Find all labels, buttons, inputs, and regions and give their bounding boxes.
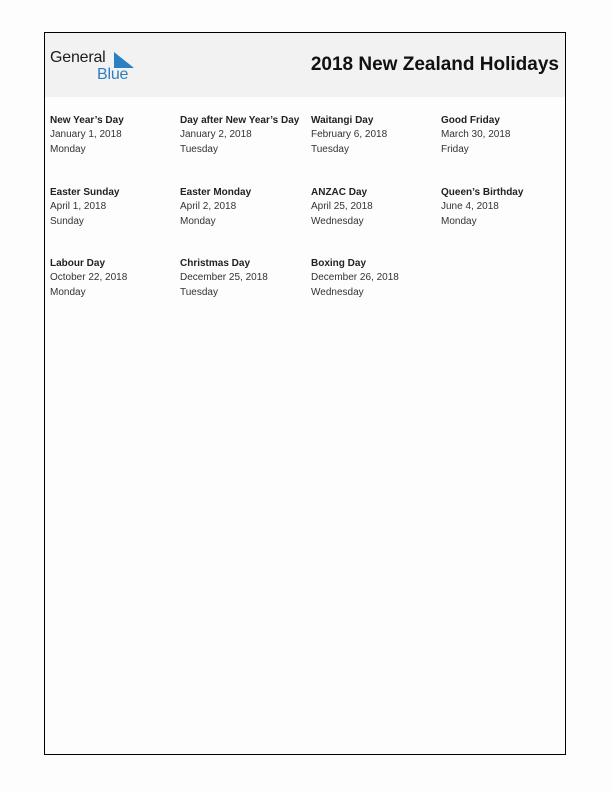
holiday-weekday: Monday — [441, 215, 477, 227]
holiday-weekday: Tuesday — [180, 286, 218, 298]
holiday-item — [180, 186, 308, 229]
holiday-weekday: Wednesday — [311, 286, 364, 298]
holiday-name: Good Friday — [441, 115, 500, 126]
holiday-name: Waitangi Day — [311, 115, 374, 126]
holiday-date: March 30, 2018 — [441, 129, 511, 140]
holiday-date: February 6, 2018 — [311, 129, 388, 140]
holiday-weekday: Monday — [50, 143, 86, 155]
holiday-weekday: Tuesday — [180, 143, 218, 155]
holiday-item — [311, 114, 439, 157]
holiday-item — [50, 257, 178, 300]
holiday-weekday: Tuesday — [311, 143, 349, 155]
holiday-weekday: Friday — [441, 143, 469, 155]
holiday-weekday: Wednesday — [311, 215, 364, 227]
holiday-weekday: Sunday — [50, 215, 84, 227]
holiday-item — [441, 114, 569, 157]
page-title: 2018 New Zealand Holidays — [310, 54, 559, 75]
holiday-name: Boxing Day — [311, 258, 367, 269]
holiday-item — [311, 186, 439, 229]
holiday-name: Queen’s Birthday — [441, 187, 524, 198]
holiday-weekday: Monday — [50, 286, 86, 298]
holiday-date: April 1, 2018 — [50, 201, 107, 212]
page-frame — [44, 32, 566, 755]
holiday-name: Day after New Year’s Day — [180, 115, 300, 126]
header-band — [45, 33, 565, 97]
holiday-name: Easter Sunday — [50, 187, 120, 198]
holiday-weekday: Monday — [180, 215, 216, 227]
holiday-name: ANZAC Day — [311, 187, 368, 198]
holiday-name: Easter Monday — [180, 187, 252, 198]
holiday-date: December 25, 2018 — [180, 272, 268, 283]
holiday-date: January 2, 2018 — [180, 129, 252, 140]
holiday-item — [50, 114, 178, 157]
holiday-date: April 25, 2018 — [311, 201, 373, 212]
holiday-item — [180, 114, 308, 157]
holiday-name: Christmas Day — [180, 258, 251, 269]
holiday-date: January 1, 2018 — [50, 129, 122, 140]
holiday-name: New Year’s Day — [50, 115, 124, 126]
holiday-name: Labour Day — [50, 258, 106, 269]
logo-word-blue: Blue — [97, 66, 129, 83]
generalblue-logo — [50, 49, 140, 89]
logo-word-general: General — [50, 49, 106, 66]
holiday-date: October 22, 2018 — [50, 272, 128, 283]
holiday-item — [311, 257, 439, 300]
holiday-date: December 26, 2018 — [311, 272, 399, 283]
holiday-item — [50, 186, 178, 229]
holiday-item — [180, 257, 308, 300]
holiday-date: April 2, 2018 — [180, 201, 237, 212]
holiday-item — [441, 186, 569, 229]
holiday-date: June 4, 2018 — [441, 201, 499, 212]
